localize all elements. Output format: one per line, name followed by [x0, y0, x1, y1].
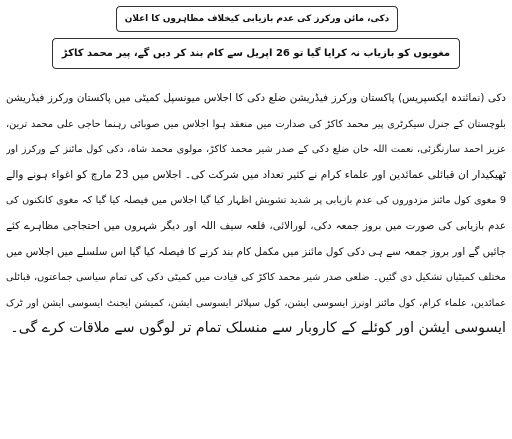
body-line: ٹھیکیدار ان قبائلی عمائدین اور علماء کرام نے کثیر تعداد میں شرکت کی۔ اجلاس میں 23 مارچ کو اغواء ہونے والے: [6, 168, 506, 181]
body-line: عدم بازیابی کی صورت میں بروز جمعہ دکی، لورالائی، قلعہ سیف اللہ اور دیگر شہروں میں احتجاجی مظاہرے کئے: [6, 219, 506, 232]
body-line: ایسوسی ایشن اور کوئلے کے کاروبار سے منسلک تمام تر لوگوں سے ملاقات کرے گی۔: [10, 320, 506, 337]
subheadline: مغویوں کو بازیاب نہ کرایا گیا تو 26 اپریل سے کام بند کر دیں گے، پیر محمد کاکڑ: [61, 47, 451, 59]
body-line: بلوچستان کے جنرل سیکرٹری پیر محمد کاکڑ کی صدارت میں منعقد ہوا اجلاس میں صوبائی رہنما حاجی علی محمد ترین،: [6, 118, 506, 130]
article-body: [6, 86, 506, 342]
headline: دکی، مائن ورکرز کی عدم بازیابی کیخلاف مظاہروں کا اعلان: [124, 13, 390, 24]
body-line: 9 مغوی کول مائنز مزدوروں کی عدم بازیابی پر شدید تشویش اظہار کیا گیا اجلاس میں فیصلہ کیا گیا کہ مغوی کانکنوں کی: [6, 195, 506, 207]
body-line: عمائدین، علماء کرام، کول مائنز اونرز ایسوسی ایشن، کول سپلائر ایسوسی ایشن، کمیشن ایجنٹ ایسوسی ایشن اور ٹرک: [6, 297, 506, 309]
body-line: مختلف کمیٹیاں تشکیل دی گئیں۔ ضلعی صدر شیر محمد کاکڑ کی قیادت میں کمیٹی دکی کی تمام سیاسی جماعتوں، قبائلی: [6, 272, 506, 284]
subheadline-box: [52, 38, 460, 69]
body-line: عزیز احمد سارنگزئی، نعمت اللہ خان ضلع دکی کے صدر شیر محمد کاکڑ، مولوی محمد شاہ، دکی کول مائنز کے ورکرز اور: [6, 144, 506, 156]
body-line: جائیں گے اور بروز جمعہ سے ہی دکی کول مائنز میں مکمل کام بند کرنے کا فیصلہ کیا گیا اس سلسلے میں اجلاس میں: [6, 245, 506, 258]
headline-box: [116, 6, 398, 32]
body-line: دکی (نمائندہ ایکسپریس) پاکستان ورکرز فیڈریشن ضلع دکی کا اجلاس میونسپل کمیٹی میں پاکستان ورکرز فیڈریشن: [6, 92, 506, 104]
